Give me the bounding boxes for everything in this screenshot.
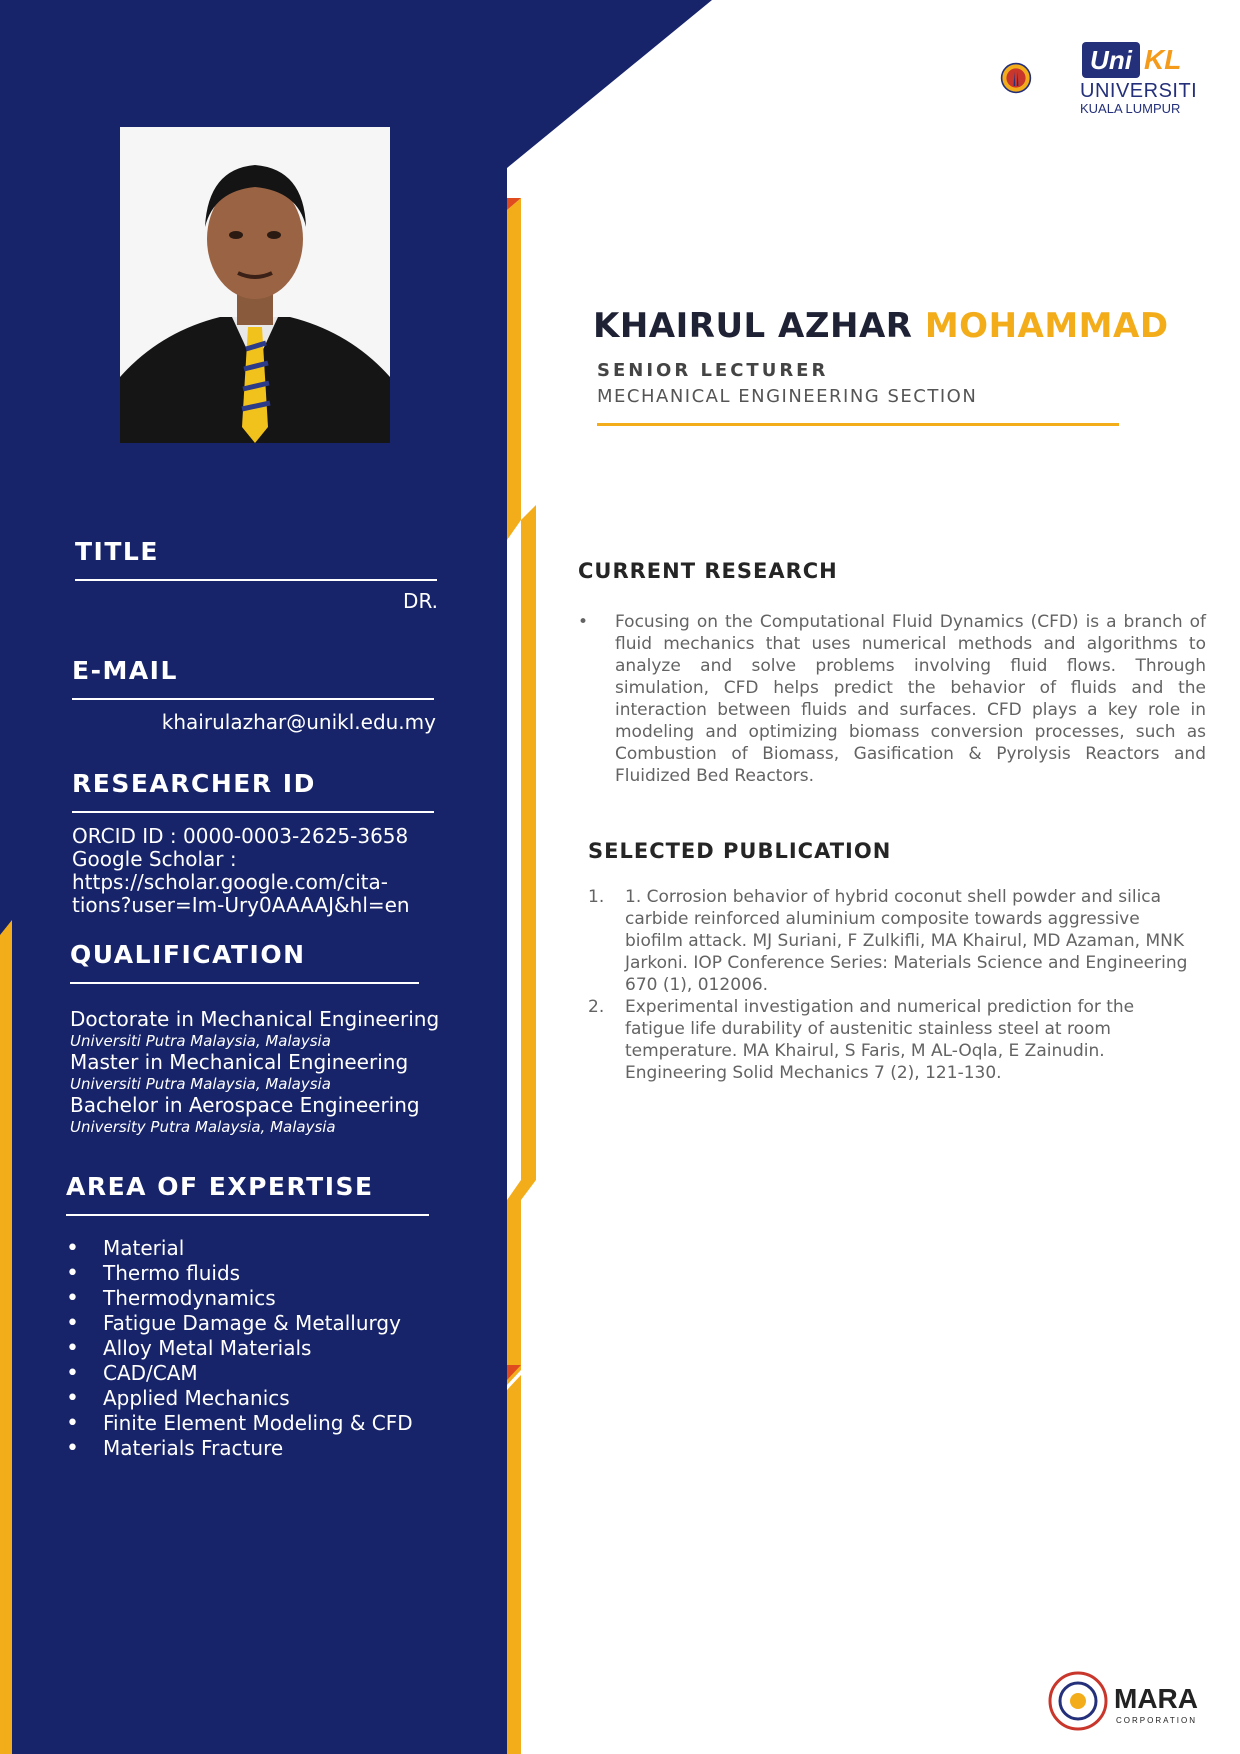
first-name: KHAIRUL AZHAR [593, 306, 913, 346]
person-name [593, 306, 1169, 346]
gold-strip-bottom [507, 1375, 521, 1754]
university-seal-logo [1000, 32, 1080, 124]
publication-heading: SELECTED PUBLICATION [588, 839, 892, 863]
list-item: • Alloy Metal Materials [66, 1336, 413, 1361]
position-title: SENIOR LECTURER [597, 360, 829, 381]
title-heading: TITLE [75, 537, 159, 566]
logo-universiti: UNIVERSITI [1080, 80, 1198, 102]
qualification-university: Universiti Putra Malaysia, Malaysia [70, 1032, 331, 1050]
scholar-url-2[interactable]: tions?user=Im-Ury0AAAAJ&hl=en [72, 893, 410, 917]
qualification-heading: QUALIFICATION [70, 940, 306, 969]
list-item: • Material [66, 1236, 413, 1261]
title-divider [75, 579, 437, 581]
list-item: • Thermodynamics [66, 1286, 413, 1311]
logo-kl: KL [1144, 44, 1182, 75]
last-name: MOHAMMAD [924, 306, 1169, 346]
gold-strip-low [507, 1180, 521, 1385]
researcher-id-block [72, 825, 410, 917]
mara-logos [1048, 1656, 1214, 1746]
gold-strip-top [507, 198, 521, 540]
publication-list [588, 886, 1196, 1084]
scholar-url-1[interactable]: https://scholar.google.com/cita- [72, 870, 388, 894]
section-name: MECHANICAL ENGINEERING SECTION [597, 386, 978, 407]
portrait-illustration [120, 127, 390, 443]
qualification-divider [70, 982, 419, 984]
profile-photo [120, 127, 390, 443]
email-heading: E-MAIL [72, 656, 178, 685]
list-item: • Materials Fracture [66, 1436, 413, 1461]
publication-text: Experimental investigation and numerical prediction for the fatigue life durability of austenitic stainless steel at room temperature. MA Khairul, S Faris, M AL-Oqla, E Zainudin. Engineering Solid Mechanics 7 (2), 121-130. [625, 997, 1135, 1083]
research-bullet: • [578, 612, 589, 632]
qualification-degree: Doctorate in Mechanical Engineering [70, 1007, 440, 1031]
scholar-label: Google Scholar : [72, 847, 237, 871]
list-item [588, 996, 1196, 1084]
qualification-degree: Master in Mechanical Engineering [70, 1050, 409, 1074]
gold-strip-mid [521, 505, 536, 1200]
email-divider [72, 698, 434, 700]
qualification-degree: Bachelor in Aerospace Engineering [70, 1093, 420, 1117]
unikl-wordmark [1082, 42, 1196, 78]
list-item: • Applied Mechanics [66, 1386, 413, 1411]
logo-uni: Uni [1082, 42, 1140, 78]
publication-number: 1. [588, 887, 605, 907]
mara-subtitle: CORPORATION [1116, 1716, 1197, 1725]
researcher-divider [72, 811, 434, 813]
expertise-list [66, 1236, 413, 1461]
orcid-id: ORCID ID : 0000-0003-2625-3658 [72, 824, 409, 848]
list-item: • Fatigue Damage & Metallurgy [66, 1311, 413, 1336]
research-section [578, 611, 1206, 787]
research-text: Focusing on the Computational Fluid Dynamics (CFD) is a branch of fluid mechanics that uses numerical methods and algorithms to analyze and solve problems involving fluid flows. Through simulation, CFD helps predict the behavior of fluids and the interaction between fluids and surfaces. CFD plays a key role in modeling and optimizing biomass conversion processes, such as Combustion of Biomass, Gasification & Pyrolysis Reactors and Fluidized Bed Reactors. [615, 612, 1206, 786]
logo-kuala-lumpur: KUALA LUMPUR [1080, 101, 1181, 116]
list-item: • Finite Element Modeling & CFD [66, 1411, 413, 1436]
title-value: DR. [403, 589, 438, 613]
expertise-heading: AREA OF EXPERTISE [66, 1172, 374, 1201]
list-item [588, 886, 1196, 996]
research-heading: CURRENT RESEARCH [578, 559, 838, 583]
email-value[interactable]: khairulazhar@unikl.edu.my [161, 710, 436, 734]
list-item: • CAD/CAM [66, 1361, 413, 1386]
name-underline [597, 423, 1119, 426]
qualification-university: University Putra Malaysia, Malaysia [70, 1118, 336, 1136]
gold-left-edge [0, 920, 12, 1754]
list-item: • Thermo fluids [66, 1261, 413, 1286]
publication-number: 2. [588, 997, 605, 1017]
publication-text: 1. Corrosion behavior of hybrid coconut shell powder and silica carbide reinforced aluminium composite towards aggressive biofilm attack. MJ Suriani, F Zulkifli, MA Khairul, MD Azaman, MNK Jarkoni. IOP Conference Series: Materials Science and Engineering 670 (1), 012006. [625, 887, 1188, 995]
researcher-id-heading: RESEARCHER ID [72, 769, 316, 798]
mara-wordmark: MARA [1114, 1683, 1198, 1714]
qualification-list [70, 1008, 470, 1137]
expertise-divider [66, 1214, 429, 1216]
qualification-university: Universiti Putra Malaysia, Malaysia [70, 1075, 331, 1093]
